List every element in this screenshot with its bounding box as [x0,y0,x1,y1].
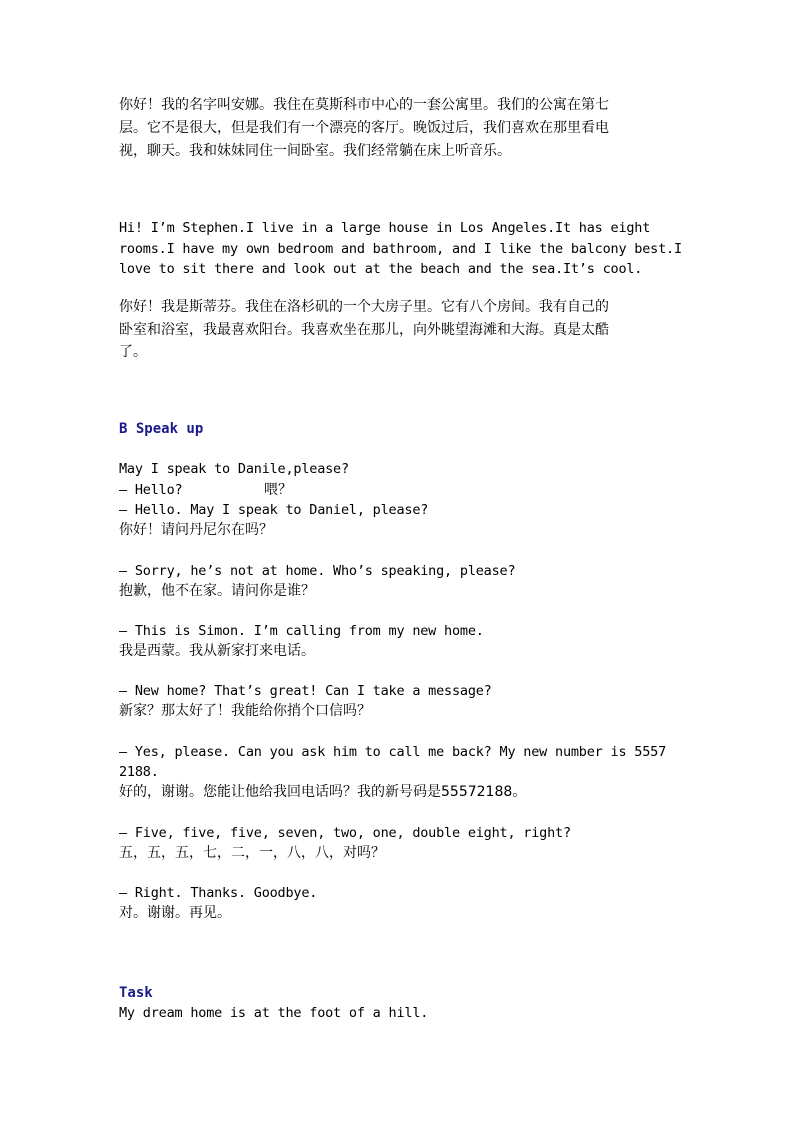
para2-en-line-3: love to sit there and look out at the beach and the sea.It’s cool. [119,261,643,277]
para2-zh-line-2: 卧室和浴室，我最喜欢阳台。我喜欢坐在那儿，向外眺望海滩和大海。真是太酷 [119,322,609,338]
para2-zh-line-1: 你好！我是斯蒂芬。我住在洛杉矶的一个大房子里。它有八个房间。我有自己的 [119,299,609,315]
dialogue-line: 2188. [119,764,159,780]
dialogue-title: May I speak to Danile,please? [119,461,349,477]
para2-en-line-2: rooms.I have my own bedroom and bathroom, and I like the balcony best.I [119,241,682,257]
section-b-heading: B Speak up [119,421,204,437]
para1-zh-line-2: 层。它不是很大，但是我们有一个漂亮的客厅。晚饭过后，我们喜欢在那里看电 [119,120,609,136]
dialogue-line: 新家？那太好了！我能给你捎个口信吗？ [119,703,371,719]
dialogue-line: 抱歉，他不在家。请问你是谁？ [119,583,315,599]
dialogue-line: 我是西蒙。我从新家打来电话。 [119,643,315,659]
dialogue-line: – Five, five, five, seven, two, one, double eight, right? [119,825,571,841]
dialogue-hello-en: – Hello? [119,482,183,498]
para2-en-line-1: Hi! I’m Stephen.I live in a large house in Los Angeles.It has eight [119,220,651,236]
dialogue-line: 你好！请问丹尼尔在吗？ [119,522,273,538]
dialogue-line: – Hello. May I speak to Daniel, please? [119,502,429,518]
dialogue-line: 好的，谢谢。您能让他给我回电话吗？我的新号码是55572188。 [119,784,527,800]
dialogue-line: 对。谢谢。再见。 [119,905,231,921]
para1-zh-line-1: 你好！我的名字叫安娜。我住在莫斯科市中心的一套公寓里。我们的公寓在第七 [119,97,609,113]
dialogue-hello-zh: 喂？ [264,482,292,498]
para2-zh-line-3: 了。 [119,344,147,360]
dialogue-line: – Right. Thanks. Goodbye. [119,885,318,901]
dialogue-line: – Yes, please. Can you ask him to call me back? My new number is 5557 [119,744,667,760]
task-line: My dream home is at the foot of a hill. [119,1005,429,1021]
dialogue-line: – This is Simon. I’m calling from my new home. [119,623,484,639]
dialogue-line: – New home? That’s great! Can I take a message? [119,683,492,699]
para1-zh-line-3: 视，聊天。我和妹妹同住一间卧室。我们经常躺在床上听音乐。 [119,143,511,159]
dialogue-line: 五，五，五，七，二，一，八，八，对吗？ [119,845,385,861]
task-heading: Task [119,985,153,1001]
dialogue-line: – Sorry, he’s not at home. Who’s speaking, please? [119,563,516,579]
